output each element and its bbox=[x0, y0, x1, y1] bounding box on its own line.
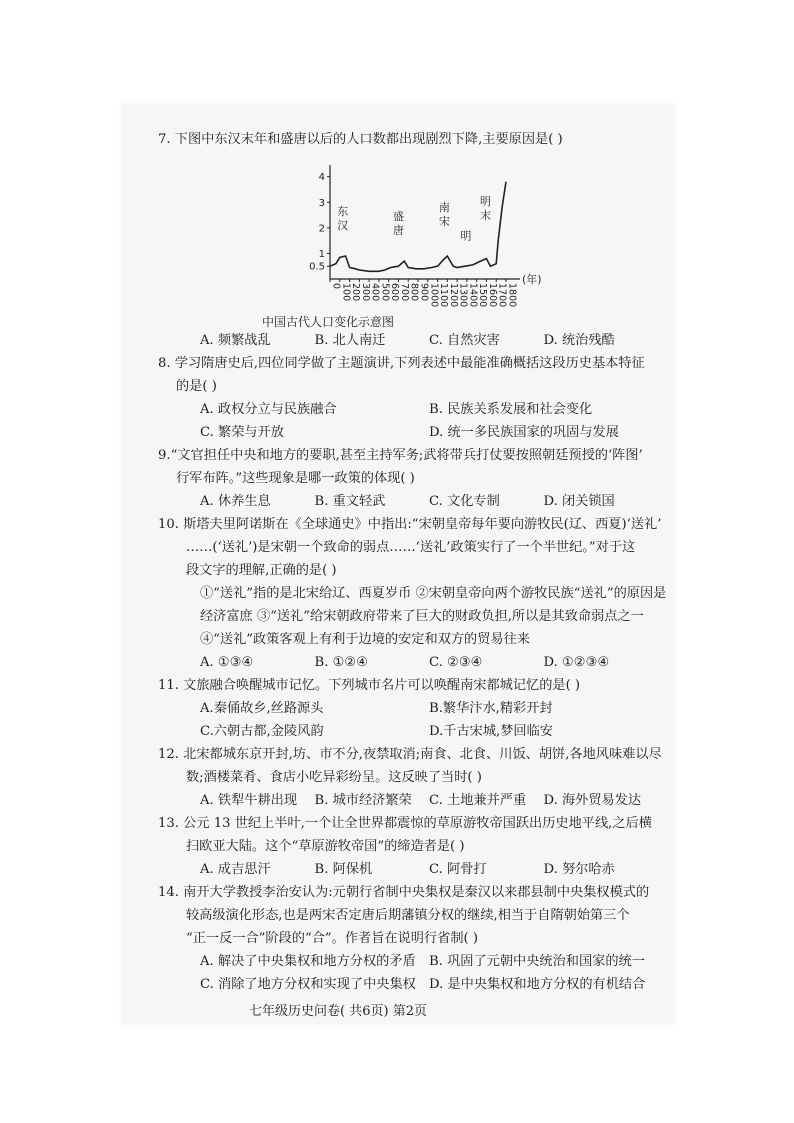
question-11-option-b[interactable]: B.繁华汴水,精彩开封 bbox=[429, 701, 553, 716]
question-9-options bbox=[158, 490, 658, 513]
question-7-option-a[interactable]: A. 频繁战乱 bbox=[200, 333, 271, 348]
question-7-stem: 7. 下图中东汉末年和盛唐以后的人口数都出现剧烈下降,主要原因是( ) bbox=[158, 132, 563, 147]
chart-x-tick-label: 1300 bbox=[457, 283, 469, 308]
page-footer: 七年级历史问卷( 共6页) 第2页 bbox=[249, 1004, 427, 1019]
chart-x-tick-label: 1200 bbox=[447, 283, 459, 308]
question-8-option-d[interactable]: D. 统一多民族国家的巩固与发展 bbox=[429, 425, 619, 440]
question-14-options-row-2 bbox=[158, 973, 658, 996]
chart-y-tick-label: 2 bbox=[318, 223, 325, 235]
chart-x-tick-label: 300 bbox=[359, 283, 371, 302]
question-14-option-a[interactable]: A. 解决了中央集权和地方分权的矛盾 bbox=[200, 954, 416, 969]
chart-y-tick-label: 3 bbox=[318, 197, 325, 209]
question-8-option-a[interactable]: A. 政权分立与民族融合 bbox=[200, 402, 337, 417]
question-14-line-3: “正一反一合”阶段的“合”。作者旨在说明行省制( ) bbox=[186, 931, 479, 946]
question-14-line-1: 14. 南开大学教授李治安认为:元朝行省制中央集权是秦汉以来郡县制中央集权模式的 bbox=[158, 885, 650, 900]
chart-x-tick-label: 0 bbox=[330, 283, 342, 290]
chart-x-tick-label: 1800 bbox=[506, 283, 518, 308]
chart-y-tick-label: 0.5 bbox=[309, 261, 325, 273]
question-14-option-b[interactable]: B. 巩固了元朝中央统治和国家的统一 bbox=[429, 954, 645, 969]
question-11-option-a[interactable]: A.秦俑故乡,丝路源头 bbox=[200, 701, 324, 716]
chart-y-tick-label: 4 bbox=[318, 172, 325, 184]
question-10-line-3: 段文字的理解,正确的是( ) bbox=[186, 563, 337, 578]
question-10-line-1: 10. 斯塔夫里阿诺斯在《全球通史》中指出:“宋朝皇帝每年要向游牧民(辽、西夏)‘送礼’ bbox=[158, 517, 662, 532]
question-9-option-a[interactable]: A. 休养生息 bbox=[200, 494, 271, 509]
question-12-line-1: 12. 北宋都城东京开封,坊、市不分,夜禁取消;南食、北食、川饭、胡饼,各地风味难以尽 bbox=[158, 747, 662, 762]
question-9 bbox=[158, 444, 658, 513]
question-8 bbox=[158, 352, 658, 444]
question-10 bbox=[158, 513, 667, 674]
population-chart bbox=[158, 151, 658, 329]
question-7-option-b[interactable]: B. 北人南迁 bbox=[314, 333, 386, 348]
question-11-line-1: 11. 文旅融合唤醒城市记忆。下列城市名片可以唤醒南宋都城记忆的是( ) bbox=[158, 678, 581, 693]
question-7-option-d[interactable]: D. 统治残酷 bbox=[543, 333, 615, 348]
population-chart-svg bbox=[158, 151, 658, 309]
chart-x-tick-label: 1600 bbox=[486, 283, 498, 308]
question-10-option-a[interactable]: A. ①③④ bbox=[200, 655, 254, 670]
question-11-options-row-2 bbox=[158, 720, 658, 743]
question-9-option-d[interactable]: D. 闭关锁国 bbox=[543, 494, 615, 509]
question-13-option-c[interactable]: C. 阿骨打 bbox=[429, 862, 487, 877]
question-10-option-c[interactable]: C. ②③④ bbox=[429, 655, 483, 670]
question-8-option-c[interactable]: C. 繁荣与开放 bbox=[200, 425, 284, 440]
question-8-options-row-2 bbox=[158, 421, 658, 444]
question-11-option-d[interactable]: D.千古宋城,梦回临安 bbox=[429, 724, 553, 739]
question-13 bbox=[158, 812, 658, 881]
question-11 bbox=[158, 674, 658, 743]
question-12-option-c[interactable]: C. 土地兼并严重 bbox=[429, 793, 527, 808]
question-8-line-1: 8. 学习隋唐史后,四位同学做了主题演讲,下列表述中最能准确概括这段历史基本特征 bbox=[158, 356, 645, 371]
question-13-option-b[interactable]: B. 阿保机 bbox=[314, 862, 373, 877]
chart-x-tick-label: 1400 bbox=[467, 283, 479, 308]
question-13-line-1: 13. 公元 13 世纪上半叶,一个让全世界都震惊的草原游牧帝国跃出历史地平线,之后横 bbox=[158, 816, 652, 831]
chart-annotation: 南宋 bbox=[438, 201, 450, 229]
chart-x-tick-label: 900 bbox=[418, 283, 430, 302]
question-10-options bbox=[158, 651, 658, 674]
question-9-line-1: 9.“文官担任中央和地方的要职,甚至主持军务;武将带兵打仗要按照朝廷预授的‘阵图’ bbox=[158, 448, 643, 463]
question-12-option-b[interactable]: B. 城市经济繁荣 bbox=[314, 793, 412, 808]
question-14-option-c[interactable]: C. 消除了地方分权和实现了中央集权 bbox=[200, 977, 416, 992]
question-7 bbox=[158, 128, 658, 352]
chart-x-tick-label: 700 bbox=[398, 283, 410, 302]
question-13-line-2: 扫欧亚大陆。这个“草原游牧帝国”的缔造者是( ) bbox=[186, 839, 465, 854]
chart-x-tick-label: 500 bbox=[379, 283, 391, 302]
question-10-statement-3: ④“送礼”政策客观上有利于边境的安定和双方的贸易往来 bbox=[200, 632, 530, 647]
question-13-option-d[interactable]: D. 努尔哈赤 bbox=[543, 862, 615, 877]
chart-annotation: 东汉 bbox=[337, 205, 349, 233]
question-13-options bbox=[158, 858, 658, 881]
question-8-options-row-1 bbox=[158, 398, 658, 421]
chart-x-tick-label: 1700 bbox=[496, 283, 508, 308]
question-12 bbox=[158, 743, 662, 812]
question-14-option-d[interactable]: D. 是中央集权和地方分权的有机结合 bbox=[429, 977, 646, 992]
chart-x-axis-label: (年) bbox=[522, 273, 542, 286]
question-10-option-b[interactable]: B. ①②④ bbox=[314, 655, 369, 670]
chart-annotation: 明末 bbox=[479, 194, 491, 222]
question-9-option-c[interactable]: C. 文化专制 bbox=[429, 494, 500, 509]
question-11-options-row-1 bbox=[158, 697, 658, 720]
chart-y-tick-label: 1 bbox=[318, 248, 325, 260]
question-10-option-d[interactable]: D. ①②③④ bbox=[543, 655, 610, 670]
chart-x-tick-label: 600 bbox=[389, 283, 401, 302]
question-10-line-2: ……(‘送礼’)是宋朝一个致命的弱点……‘送礼’政策实行了一个半世纪。”对于这 bbox=[186, 540, 636, 555]
question-8-option-b[interactable]: B. 民族关系发展和社会变化 bbox=[429, 402, 593, 417]
question-14-line-2: 较高级演化形态,也是两宋否定唐后期藩镇分权的继续,相当于自隋朝始第三个 bbox=[186, 908, 630, 923]
question-13-option-a[interactable]: A. 成吉思汗 bbox=[200, 862, 271, 877]
chart-x-tick-label: 800 bbox=[408, 283, 420, 302]
exam-content bbox=[158, 128, 667, 1023]
question-10-statement-1: ①“送礼”指的是北宋给辽、西夏岁币 ②宋朝皇帝向两个游牧民族“送礼”的原因是 bbox=[200, 586, 667, 601]
question-12-line-2: 数;酒楼菜肴、食店小吃异彩纷呈。这反映了当时( ) bbox=[186, 770, 482, 785]
chart-x-tick-label: 200 bbox=[350, 283, 362, 302]
chart-annotation: 明 bbox=[460, 229, 472, 243]
question-11-option-c[interactable]: C.六朝古都,金陵风韵 bbox=[200, 724, 324, 739]
question-10-statement-2: 经济富庶 ③“送礼”给宋朝政府带来了巨大的财政负担,所以是其致命弱点之一 bbox=[200, 609, 644, 624]
chart-x-tick-label: 1000 bbox=[428, 283, 440, 308]
chart-title: 中国古代人口变化示意图 bbox=[261, 315, 394, 329]
chart-x-tick-label: 400 bbox=[369, 283, 381, 302]
chart-x-tick-label: 1500 bbox=[477, 283, 489, 308]
chart-x-tick-label: 1100 bbox=[438, 283, 450, 308]
question-12-options bbox=[158, 789, 658, 812]
question-12-option-a[interactable]: A. 铁犁牛耕出现 bbox=[200, 793, 298, 808]
question-14-options-row-1 bbox=[158, 950, 658, 973]
question-9-line-2: 行军布阵。”这些现象是哪一政策的体现( ) bbox=[176, 471, 415, 486]
chart-annotation: 盛唐 bbox=[392, 210, 404, 238]
question-8-line-2: 的是( ) bbox=[176, 379, 217, 394]
chart-x-tick-label: 100 bbox=[340, 283, 352, 302]
question-14 bbox=[158, 881, 658, 996]
question-7-option-c[interactable]: C. 自然灾害 bbox=[429, 333, 500, 348]
question-12-option-d[interactable]: D. 海外贸易发达 bbox=[543, 793, 642, 808]
question-9-option-b[interactable]: B. 重文轻武 bbox=[314, 494, 386, 509]
